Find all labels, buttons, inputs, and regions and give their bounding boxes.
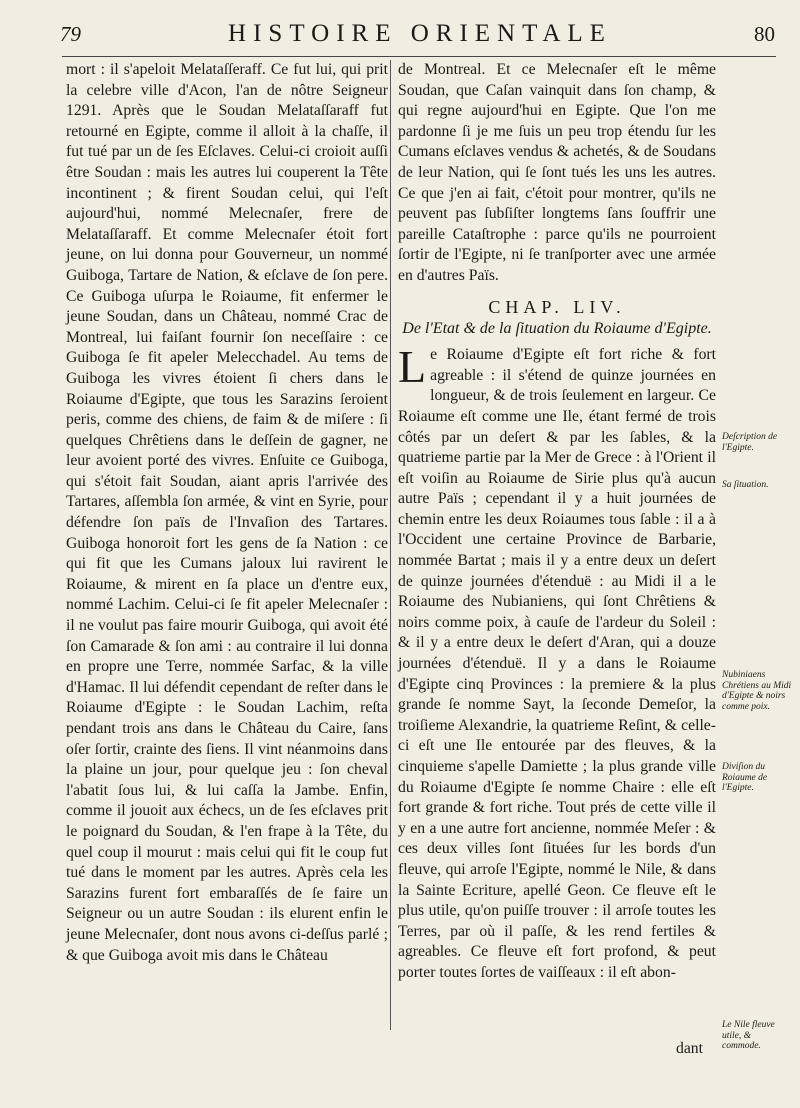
left-column-text: mort : il s'apeloit Melataſſeraff. Ce fut lui, qui prit la celebre ville d'Acon, l'an de nôtre Seigneur 1291. Après que le Soudan Melataſſaraff fut retourné en Egipte, comme il alloit à la chaſſe, il fut tué par un de ſes Eſclaves. Celui-ci croioit auſſi être Soudan : mais les autres lui couperent la Tête incontinent ; & firent Soudan celui, qui l'eſt aujourd'hui, nommé Melecnaſer, frere de Melataſſaraff. Et comme Melecnaſer étoit fort jeune, on lui donna pour Gouverneur, un nommé Guiboga, Tartare de Nation, & eſclave de ſon pere. Ce Guiboga uſurpa le Roiaume, fit enfermer le jeune Soudan, dans un Château, nommé Crac de Montreal, lui faiſant fournir ſon neceſſaire : ce Guiboga ſe fit apeler Melecchadel. Au tems de Guiboga les vivres étoient ſi chers dans le Roiaume d'Egipte, que tous les Sarazins ſeroient peris, comme des chiens, de faim & de miſere : ſi quelques Chrêtiens dans le deſſein de gagner, ne leur avoient porté des vivres. Enſuite ce Guiboga, qui s'étoit fait Soudan, aiant apris l'arrivée des Tartares, aſſembla ſon armée, & vint en Syrie, pour défendre ſon païs de l'Invaſion des Tartares. Guiboga honoroit fort les gens de ſa Nation : ce qui fit que les Cumans jaloux lui ravirent le Roiaume, & mirent en ſa place un d'entre eux, nommé Lachim. Celui-ci ſe fit apeler Melecnaſer : il ne voulut pas faire mourir Guiboga, qui avoit été ſon Camarade & ſon ami : au contraire il lui donna en propre une Terre, nommée Sarfac, & la ville d'Hamac. Il lui défendit cependant de reſter dans le Roiaume d'Egipte : le Soudan Lachim, reſta pendant trois ans dans le Château du Caire, ſans oſer ſortir, crainte des ſiens. Il vint néanmoins dans la plaine un jour, pour quelque jeu : ſon cheval l'abatit ſous lui, & lui caſſa la Jambe. Enfin, comme il jouoit aux échecs, un de ſes eſclaves prit le poignard du Soudan, & l'en frape à la Tête, du quel coup il mourut : mais celui qui fit le coup fut tué dans le moment par les autres. Après cela les Sarazins furent fort embaraſſés de ſe faire un Seigneur ou un autre Soudan : ils elurent enfin le jeune Melecnaſer, dont nous avons ci-deſſus parlé ; & que Guiboga avoit mis dans le Château xyxy=(66,61,388,964)
catchword: dant xyxy=(676,1040,704,1057)
page-number-left: 79 xyxy=(60,22,81,46)
right-column xyxy=(398,60,716,984)
page-header xyxy=(0,8,800,54)
margin-note-description: Deſcription de l'Egipte. xyxy=(722,432,778,453)
chapter-subtitle: De l'Etat & de la ſituation du Roiaume d'Egipte. xyxy=(402,320,712,338)
chapter-heading: CHAP. LIV. xyxy=(488,296,626,317)
margin-note-nile: Le Nile fleuve utile, & commode. xyxy=(722,1020,775,1051)
running-title: HISTOIRE ORIENTALE xyxy=(228,20,612,47)
right-column-text-after xyxy=(398,341,716,983)
margin-note-situation: Sa ſituation. xyxy=(722,480,769,490)
chapter-body: e Roiaume d'Egipte eſt fort riche & fort agreable : il s'étend de quinze journées en longueur, & de trois ſeulement en largeur. Ce Roiaume eſt comme une Ile, étant fermé de trois côtés par un deſert & par les ſables, & la quatrieme partie par la Mer de Grece : à l'Orient il eſt voiſin au Roiaume de Sirie plus qu'à aucun autre Païs ; cependant il y a huit journées de chemin entre les deux Roiaumes tous ſable : il a à l'Occident une certaine Province de Barbarie, nommée Bartat ; mais il y a entre deux un deſert de quinze journées d'étenduë : au Midi il a le Roiaume des Nubianiens, qui ſont Chrêtiens & noirs comme poix, à cauſe de l'ardeur du Soleil : & il y a entre deux le deſert d'Aran, qui a douze journées d'étenduë. Il y a dans le Roiaume d'Egipte cinq Provinces : la premiere & la plus grande ſe nomme Sayt, la ſeconde Demeſor, la troiſieme Alexandrie, la quatrieme Reſint, & celle-ci eſt une Ile entourée par des fleuves, & la cinquieme s'apelle Damiette ; la plus grande ville du Roiaume d'Egipte ſe nomme Chaire : elle eſt fort grande & fort riche. Tout prés de cette ville il y en a une autre fort ancienne, nommée Meſer : & ces deux villes ſont ſituées ſur les bords d'un fleuve, qui arroſe l'Egipte, nommé le Nile, & dans la Sainte Ecriture, apellé Geon. Ce fleuve eſt le plus utile, qu'on puiſſe trouver : il arroſe toutes les Terres, par où il paſſe, & les rend fertiles & agreables. Ce fleuve eſt fort profond, & peut porter toutes ſortes de vaiſſeaux : il eſt abon- xyxy=(398,346,716,981)
header-rule xyxy=(62,56,776,57)
right-column-text-before: de Montreal. Et ce Melecnaſer eſt le même Soudan, que Caſan vainquit dans ſon champ, & qui regne aujourd'hui en Egipte. Que l'on me pardonne ſi je me ſuis un peu trop étendu ſur les Cumans eſclaves vendus & achetés, & de Soudans de leur Nation, qui ſe ſont tués les uns les autres. Ce que j'en ai fait, c'étoit pour montrer, qu'ils ne peuvent pas ſubſiſter longtems ſans ſouffrir une pareille Cataſtrophe : parce qu'ils ne pourroient ſortir de l'Egipte, ni ſe tranſporter avec une armée en d'autres Païs. xyxy=(398,61,716,284)
left-column xyxy=(66,60,388,966)
page-number-right: 80 xyxy=(754,22,775,46)
margin-note-division: Diviſion du Roiaume de l'Egipte. xyxy=(722,762,768,793)
margin-note-nubians: Nubiniaens Chrétiens au Midi d'Egipte & noirs comme poix. xyxy=(722,670,792,712)
drop-cap: L xyxy=(398,341,427,393)
column-divider xyxy=(390,60,391,1030)
